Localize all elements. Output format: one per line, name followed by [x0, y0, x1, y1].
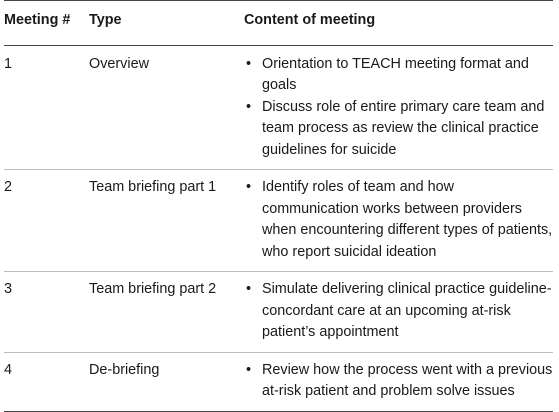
meeting-number: 1 [4, 55, 13, 72]
list-item [244, 177, 553, 263]
header-row [4, 1, 553, 46]
list-item-text: Orientation to TEACH meeting format and goals [262, 55, 529, 93]
list-item-text: Identify roles of team and how communication works between providers when encountering different types of patients, who report suicidal ideation [262, 179, 553, 260]
table-header [4, 1, 553, 46]
meeting-content [244, 272, 553, 353]
meeting-content [244, 352, 553, 411]
bullet-icon: • [246, 281, 252, 297]
content-list [244, 360, 553, 403]
meeting-type: Team briefing part 2 [89, 281, 217, 297]
table-row [4, 170, 553, 272]
meeting-number: 3 [4, 281, 13, 297]
header-type: Type [89, 12, 122, 28]
list-item [244, 54, 553, 97]
meeting-content [244, 45, 553, 170]
bullet-icon: • [246, 55, 252, 72]
list-item [244, 360, 553, 403]
bullet-icon: • [246, 179, 252, 195]
meeting-type: De-briefing [89, 361, 160, 378]
table-row [4, 352, 553, 411]
list-item [244, 279, 553, 344]
table-body [4, 45, 553, 411]
content-list [244, 54, 553, 162]
meeting-content [244, 170, 553, 272]
content-list [244, 177, 553, 263]
bullet-icon: • [246, 98, 252, 115]
meeting-type: Overview [89, 55, 149, 72]
list-item-text: Simulate delivering clinical practice guideline-concordant care at an upcoming at-risk patient’s appointment [262, 281, 552, 340]
table-row [4, 272, 553, 353]
header-meeting-number: Meeting # [4, 12, 71, 28]
bullet-icon: • [246, 361, 252, 378]
list-item-text: Review how the process went with a previous at-risk patient and problem solve issues [262, 361, 553, 399]
list-item [244, 97, 553, 162]
meeting-number: 4 [4, 361, 13, 378]
list-item-text: Discuss role of entire primary care team and team process as review the clinical practice guidelines for suicide [262, 98, 545, 158]
meeting-table [4, 0, 553, 412]
content-list [244, 279, 553, 344]
header-content: Content of meeting [244, 12, 376, 28]
meeting-number: 2 [4, 179, 13, 195]
meeting-type: Team briefing part 1 [89, 179, 217, 195]
table-row [4, 45, 553, 170]
